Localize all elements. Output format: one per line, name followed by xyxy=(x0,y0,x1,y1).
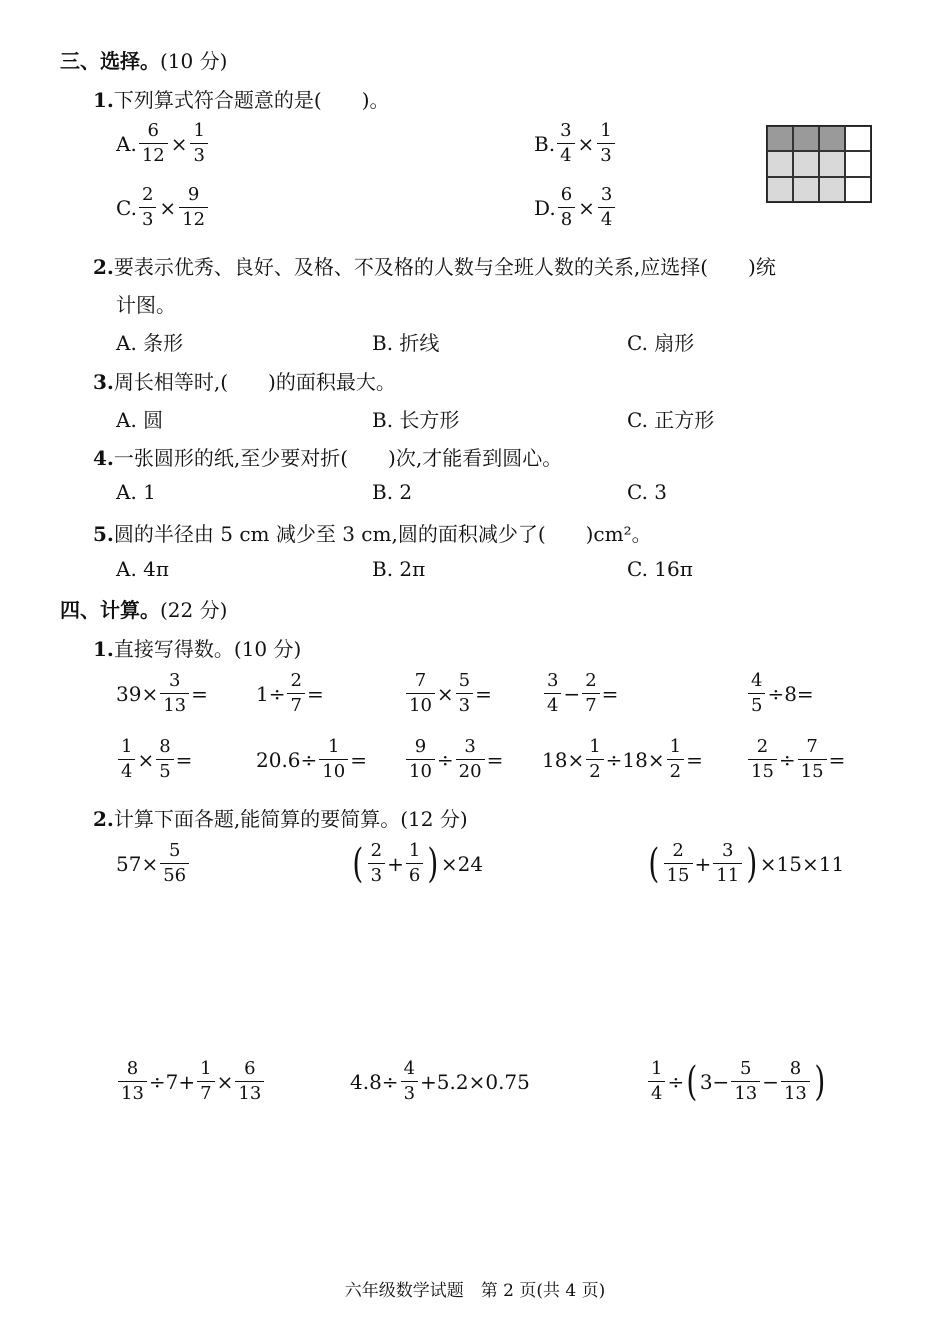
fraction xyxy=(598,186,615,229)
expr-text: 3− xyxy=(699,1069,730,1094)
section-4-heading xyxy=(60,594,227,623)
fraction xyxy=(406,738,435,781)
expr-text: = xyxy=(486,747,504,772)
calc-2-1 xyxy=(116,842,191,885)
expr-text: ÷8= xyxy=(767,681,814,706)
question-text: 一张圆形的纸,至少要对折( )次,才能看到圆心。 xyxy=(113,446,563,470)
expr-text: ÷18× xyxy=(605,747,665,772)
denominator: 15 xyxy=(664,863,693,885)
option-2c: C. 扇形 xyxy=(627,331,695,355)
calc-1 xyxy=(93,633,301,662)
section-title: 四、计算。 xyxy=(60,598,160,622)
numerator: 8 xyxy=(789,1058,802,1079)
expr-text: + xyxy=(694,851,712,876)
option-4b: B. 2 xyxy=(372,480,413,504)
denominator: 13 xyxy=(160,693,189,715)
denominator: 4 xyxy=(544,693,561,715)
numerator: 2 xyxy=(290,670,302,691)
grid-cell xyxy=(845,177,871,202)
fraction xyxy=(731,1060,760,1103)
denominator: 13 xyxy=(235,1081,264,1103)
operator: × xyxy=(578,195,595,220)
fraction xyxy=(748,672,765,715)
question-1 xyxy=(93,84,390,113)
denominator: 11 xyxy=(713,863,742,885)
calc-2-2 xyxy=(350,842,483,885)
grid-cell xyxy=(819,151,845,176)
denominator: 7 xyxy=(287,693,304,715)
option-label: C. xyxy=(116,195,137,220)
expr-text: × xyxy=(436,681,454,706)
expr-text: ÷ xyxy=(667,1069,685,1094)
fraction xyxy=(558,186,575,229)
option-2a: A. 条形 xyxy=(116,331,184,355)
calc-1-9 xyxy=(542,738,703,781)
expr-text: − xyxy=(563,681,581,706)
calc-1-6 xyxy=(116,738,192,781)
numerator: 6 xyxy=(244,1058,256,1079)
expr-text: ÷ xyxy=(436,747,454,772)
question-2 xyxy=(93,251,776,280)
denominator: 5 xyxy=(748,693,765,715)
fraction xyxy=(748,738,777,781)
question-number: 1. xyxy=(93,88,114,112)
denominator: 7 xyxy=(197,1081,214,1103)
denominator: 13 xyxy=(781,1081,810,1103)
paren: ) xyxy=(427,840,439,887)
expr-text: = xyxy=(306,681,324,706)
fraction xyxy=(179,186,208,229)
expr-text: +5.2×0.75 xyxy=(420,1069,530,1094)
grid-cell xyxy=(767,177,793,202)
fraction xyxy=(406,672,435,715)
option-label: B. xyxy=(534,131,556,156)
section-points: (10 分) xyxy=(160,49,228,73)
question-text: 要表示优秀、良好、及格、不及格的人数与全班人数的关系,应选择( )统 xyxy=(113,255,776,279)
fraction xyxy=(190,122,207,165)
expr-text: = xyxy=(828,747,846,772)
numerator: 2 xyxy=(141,184,154,205)
grid-cell xyxy=(767,151,793,176)
fraction xyxy=(319,738,348,781)
fraction xyxy=(156,738,173,781)
grid-cell xyxy=(793,177,819,202)
question-number: 2. xyxy=(93,807,114,831)
expr-text: = xyxy=(475,681,492,706)
denominator: 3 xyxy=(456,693,473,715)
operator: × xyxy=(159,195,177,220)
denominator: 4 xyxy=(648,1081,665,1103)
option-3a: A. 圆 xyxy=(116,408,164,432)
numerator: 3 xyxy=(464,736,476,757)
numerator: 1 xyxy=(121,736,133,757)
fraction xyxy=(368,842,385,885)
numerator: 5 xyxy=(458,670,471,691)
fraction xyxy=(557,122,574,165)
denominator: 3 xyxy=(401,1081,418,1103)
expr-text: 18× xyxy=(542,747,585,772)
expr-text: = xyxy=(350,747,367,772)
denominator: 13 xyxy=(731,1081,760,1103)
numerator: 1 xyxy=(200,1058,212,1079)
denominator: 3 xyxy=(368,863,385,885)
question-text-continued: 计图。 xyxy=(116,293,176,317)
numerator: 1 xyxy=(193,120,205,141)
calc-2 xyxy=(93,803,468,832)
denominator: 2 xyxy=(667,759,684,781)
numerator: 5 xyxy=(740,1058,752,1079)
expr-text: = xyxy=(601,681,619,706)
question-text: 圆的半径由 5 cm 减少至 3 cm,圆的面积减少了( )cm²。 xyxy=(113,522,652,546)
grid-cell xyxy=(767,126,793,151)
numerator: 1 xyxy=(669,736,682,757)
shaded-grid-figure xyxy=(766,125,872,203)
denominator: 10 xyxy=(319,759,348,781)
numerator: 3 xyxy=(560,120,572,141)
expr-text: ÷7+ xyxy=(148,1069,196,1094)
expr-text: 1÷ xyxy=(256,681,286,706)
denominator: 4 xyxy=(598,207,615,229)
calc-1-7 xyxy=(256,738,367,781)
denominator: 8 xyxy=(558,207,575,229)
question-number: 3. xyxy=(93,370,114,394)
denominator: 15 xyxy=(798,759,827,781)
calc-2-3 xyxy=(646,842,844,885)
option-5a: A. 4π xyxy=(116,557,170,581)
numerator: 7 xyxy=(806,736,818,757)
question-text: 下列算式符合题意的是( )。 xyxy=(113,88,390,112)
numerator: 3 xyxy=(547,670,559,691)
numerator: 4 xyxy=(403,1058,416,1079)
denominator: 3 xyxy=(597,143,614,165)
calc-2-6 xyxy=(646,1060,828,1103)
paren: ( xyxy=(686,1058,698,1105)
expr-text: ÷ xyxy=(778,747,796,772)
fraction xyxy=(401,1060,418,1103)
option-5c: C. 16π xyxy=(627,557,693,581)
numerator: 9 xyxy=(414,736,427,757)
fraction xyxy=(597,122,614,165)
calc-1-4 xyxy=(542,672,618,715)
denominator: 2 xyxy=(586,759,603,781)
denominator: 5 xyxy=(156,759,173,781)
fraction xyxy=(456,738,485,781)
fraction xyxy=(139,186,156,229)
question-text: 周长相等时,( )的面积最大。 xyxy=(113,370,396,394)
fraction xyxy=(118,738,135,781)
question-text: 计算下面各题,能简算的要简算。(12 分) xyxy=(113,807,468,831)
question-number: 4. xyxy=(93,446,114,470)
option-1c xyxy=(116,186,210,229)
option-4a: A. 1 xyxy=(116,480,156,504)
fraction xyxy=(664,842,693,885)
fraction xyxy=(235,1060,264,1103)
fraction xyxy=(197,1060,214,1103)
numerator: 3 xyxy=(722,840,734,861)
option-4c: C. 3 xyxy=(627,480,668,504)
denominator: 12 xyxy=(179,207,208,229)
option-2b: B. 折线 xyxy=(372,331,440,355)
expr-text: × xyxy=(216,1069,234,1094)
expr-text: × xyxy=(137,747,155,772)
denominator: 10 xyxy=(406,693,435,715)
numerator: 4 xyxy=(751,670,763,691)
calc-1-5 xyxy=(746,672,814,715)
paren: ( xyxy=(352,840,364,887)
section-3-heading xyxy=(60,45,227,74)
expr-text: 39× xyxy=(116,681,159,706)
expr-text: 57× xyxy=(116,851,159,876)
fraction xyxy=(287,672,304,715)
option-5b: B. 2π xyxy=(372,557,426,581)
paren: ) xyxy=(814,1058,826,1105)
numerator: 6 xyxy=(147,120,159,141)
fraction xyxy=(456,672,473,715)
numerator: 2 xyxy=(672,840,684,861)
expr-text: = xyxy=(175,747,193,772)
question-number: 2. xyxy=(93,255,114,279)
calc-1-8 xyxy=(404,738,503,781)
numerator: 1 xyxy=(651,1058,663,1079)
denominator: 13 xyxy=(118,1081,147,1103)
option-1d xyxy=(534,186,617,229)
denominator: 4 xyxy=(557,143,574,165)
expr-text: 20.6÷ xyxy=(256,747,318,772)
grid-cell xyxy=(845,126,871,151)
fraction xyxy=(160,672,189,715)
numerator: 6 xyxy=(560,184,573,205)
fraction xyxy=(582,672,599,715)
numerator: 5 xyxy=(168,840,181,861)
fraction xyxy=(648,1060,665,1103)
grid-cell xyxy=(819,126,845,151)
numerator: 1 xyxy=(408,840,421,861)
option-1b xyxy=(534,122,617,165)
expr-text: 4.8÷ xyxy=(350,1069,399,1094)
denominator: 4 xyxy=(118,759,135,781)
fraction xyxy=(586,738,603,781)
grid-cell xyxy=(793,126,819,151)
option-1a xyxy=(116,122,210,165)
operator: × xyxy=(577,131,595,156)
fraction xyxy=(118,1060,147,1103)
option-label: D. xyxy=(534,195,556,220)
option-3c: C. 正方形 xyxy=(627,408,715,432)
denominator: 10 xyxy=(406,759,435,781)
expr-text: = xyxy=(686,747,703,772)
calc-1-1 xyxy=(116,672,208,715)
fraction xyxy=(406,842,423,885)
expr-text: ×24 xyxy=(440,851,484,876)
fraction xyxy=(798,738,827,781)
expr-text: = xyxy=(191,681,208,706)
expr-text: + xyxy=(387,851,404,876)
denominator: 56 xyxy=(160,863,189,885)
denominator: 12 xyxy=(139,143,168,165)
fraction xyxy=(667,738,684,781)
numerator: 7 xyxy=(414,670,427,691)
operator: × xyxy=(170,131,188,156)
question-3 xyxy=(93,366,396,395)
expr-text: − xyxy=(762,1069,779,1094)
numerator: 1 xyxy=(328,736,340,757)
question-5 xyxy=(93,518,652,547)
numerator: 8 xyxy=(159,736,171,757)
calc-2-4 xyxy=(116,1060,266,1103)
denominator: 20 xyxy=(456,759,485,781)
denominator: 3 xyxy=(139,207,156,229)
section-title: 三、选择。 xyxy=(60,49,160,73)
denominator: 15 xyxy=(748,759,777,781)
calc-2-5 xyxy=(350,1060,530,1103)
denominator: 7 xyxy=(582,693,599,715)
numerator: 2 xyxy=(370,840,383,861)
fraction xyxy=(781,1060,810,1103)
question-number: 1. xyxy=(93,637,114,661)
numerator: 3 xyxy=(168,670,181,691)
grid-cell xyxy=(845,151,871,176)
paren: ) xyxy=(746,840,758,887)
page-footer: 六年级数学试题 第 2 页(共 4 页) xyxy=(344,1281,606,1301)
calc-1-10 xyxy=(746,738,845,781)
question-text: 直接写得数。(10 分) xyxy=(113,637,302,661)
option-3b: B. 长方形 xyxy=(372,408,460,432)
calc-1-3 xyxy=(404,672,492,715)
fraction xyxy=(139,122,168,165)
numerator: 8 xyxy=(126,1058,139,1079)
grid-cell xyxy=(793,151,819,176)
numerator: 9 xyxy=(187,184,200,205)
paren: ( xyxy=(648,840,660,887)
numerator: 2 xyxy=(585,670,597,691)
option-label: A. xyxy=(116,131,137,156)
calc-1-2 xyxy=(256,672,324,715)
question-number: 5. xyxy=(93,522,114,546)
fraction xyxy=(713,842,742,885)
numerator: 3 xyxy=(600,184,613,205)
fraction xyxy=(544,672,561,715)
fraction xyxy=(160,842,189,885)
denominator: 6 xyxy=(406,863,423,885)
section-points: (22 分) xyxy=(160,598,228,622)
question-4 xyxy=(93,442,562,471)
grid-cell xyxy=(819,177,845,202)
denominator: 3 xyxy=(190,143,207,165)
expr-text: ×15×11 xyxy=(759,851,845,876)
numerator: 1 xyxy=(600,120,612,141)
numerator: 2 xyxy=(756,736,769,757)
numerator: 1 xyxy=(589,736,601,757)
